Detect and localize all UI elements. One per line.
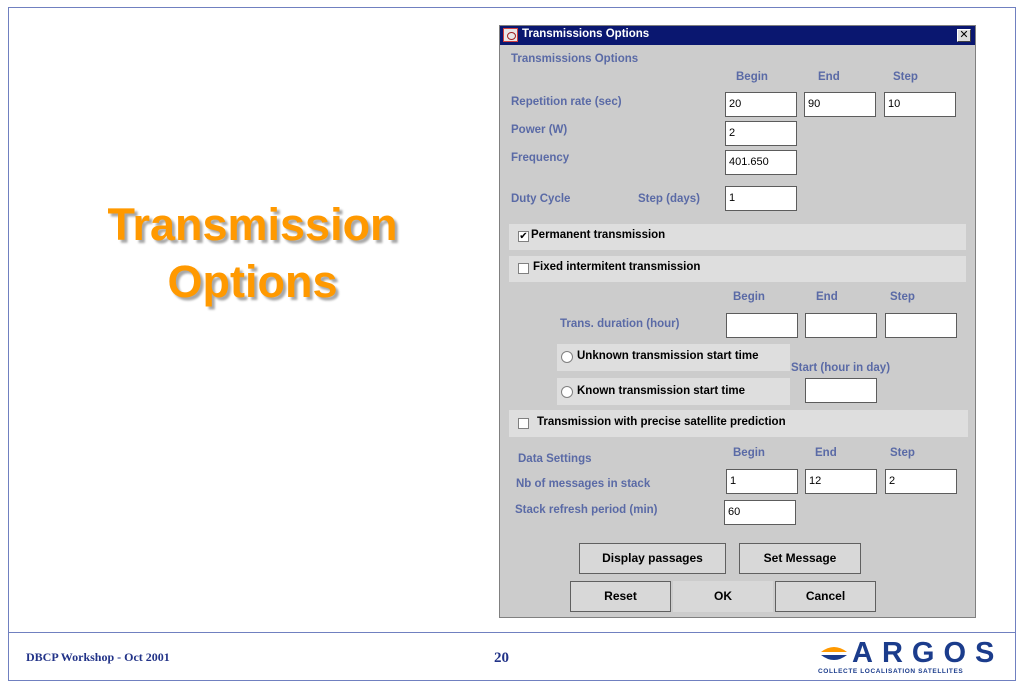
- data-settings-title: Data Settings: [518, 453, 592, 465]
- known-start-row: [557, 378, 790, 405]
- slide-title: [55, 196, 450, 310]
- start-hour-input[interactable]: [805, 378, 877, 403]
- permanent-transmission-checkbox[interactable]: ✔: [519, 231, 528, 242]
- fixed-intermittent-row: [509, 256, 966, 282]
- cancel-button[interactable]: Cancel: [775, 581, 876, 612]
- unknown-start-radio[interactable]: [561, 351, 573, 363]
- data-step-header: Step: [890, 447, 915, 459]
- col-end-header: End: [818, 71, 840, 83]
- argos-tagline: COLLECTE LOCALISATION SATELLITES: [818, 668, 964, 675]
- nb-messages-label: Nb of messages in stack: [516, 478, 651, 490]
- permanent-transmission-label: Permanent transmission: [531, 229, 666, 241]
- intermittent-end-header: End: [816, 291, 838, 303]
- section-title: Transmissions Options: [511, 53, 639, 65]
- permanent-transmission-row: [509, 224, 966, 250]
- precise-prediction-row: [509, 410, 968, 437]
- duration-step-input[interactable]: [885, 313, 957, 338]
- intermittent-begin-header: Begin: [733, 291, 765, 303]
- data-begin-header: Begin: [733, 447, 765, 459]
- known-start-label: Known transmission start time: [577, 385, 746, 397]
- data-end-header: End: [815, 447, 837, 459]
- transmissions-options-dialog: [499, 25, 976, 618]
- reset-button[interactable]: Reset: [570, 581, 671, 612]
- window-title: Transmissions Options: [522, 28, 650, 40]
- repetition-rate-label: Repetition rate (sec): [511, 96, 622, 108]
- trans-duration-label: Trans. duration (hour): [560, 318, 680, 330]
- nb-messages-begin-input[interactable]: 1: [726, 469, 798, 494]
- start-hour-label: Start (hour in day): [791, 362, 891, 374]
- footer-event-label: DBCP Workshop - Oct 2001: [26, 650, 170, 664]
- close-button[interactable]: ✕: [957, 29, 971, 42]
- unknown-start-row: [557, 344, 790, 371]
- power-input[interactable]: 2: [725, 121, 797, 146]
- unknown-start-label: Unknown transmission start time: [577, 350, 759, 362]
- argos-logo: [816, 637, 1004, 677]
- fixed-intermittent-label: Fixed intermitent transmission: [533, 261, 701, 273]
- col-step-header: Step: [893, 71, 918, 83]
- precise-prediction-checkbox[interactable]: [518, 418, 529, 429]
- power-label: Power (W): [511, 124, 568, 136]
- known-start-radio[interactable]: [561, 386, 573, 398]
- argos-wordmark: ARGOS: [852, 637, 1004, 669]
- duty-cycle-label: Duty Cycle: [511, 193, 571, 205]
- nb-messages-step-input[interactable]: 2: [885, 469, 957, 494]
- col-begin-header: Begin: [736, 71, 768, 83]
- ok-button[interactable]: OK: [673, 581, 773, 612]
- page-number: 20: [494, 650, 509, 666]
- duration-begin-input[interactable]: [726, 313, 798, 338]
- title-bar[interactable]: [500, 26, 975, 45]
- duration-end-input[interactable]: [805, 313, 877, 338]
- stack-refresh-input[interactable]: 60: [724, 500, 796, 525]
- slide-title-line2: Options: [167, 256, 338, 307]
- frequency-label: Frequency: [511, 152, 570, 164]
- display-passages-button[interactable]: Display passages: [579, 543, 726, 574]
- footer-divider: [8, 632, 1016, 633]
- intermittent-step-header: Step: [890, 291, 915, 303]
- app-icon: [503, 28, 518, 42]
- duty-step-label: Step (days): [638, 193, 700, 205]
- frequency-input[interactable]: 401.650: [725, 150, 797, 175]
- fixed-intermittent-checkbox[interactable]: [518, 263, 529, 274]
- slide-title-line1: Transmission: [107, 199, 398, 250]
- repetition-end-input[interactable]: 90: [804, 92, 876, 117]
- precise-prediction-label: Transmission with precise satellite prediction: [537, 416, 786, 428]
- duty-step-input[interactable]: 1: [725, 186, 797, 211]
- nb-messages-end-input[interactable]: 12: [805, 469, 877, 494]
- repetition-begin-input[interactable]: 20: [725, 92, 797, 117]
- set-message-button[interactable]: Set Message: [739, 543, 861, 574]
- repetition-step-input[interactable]: 10: [884, 92, 956, 117]
- argos-satellite-icon: [819, 644, 849, 664]
- stack-refresh-label: Stack refresh period (min): [515, 504, 658, 516]
